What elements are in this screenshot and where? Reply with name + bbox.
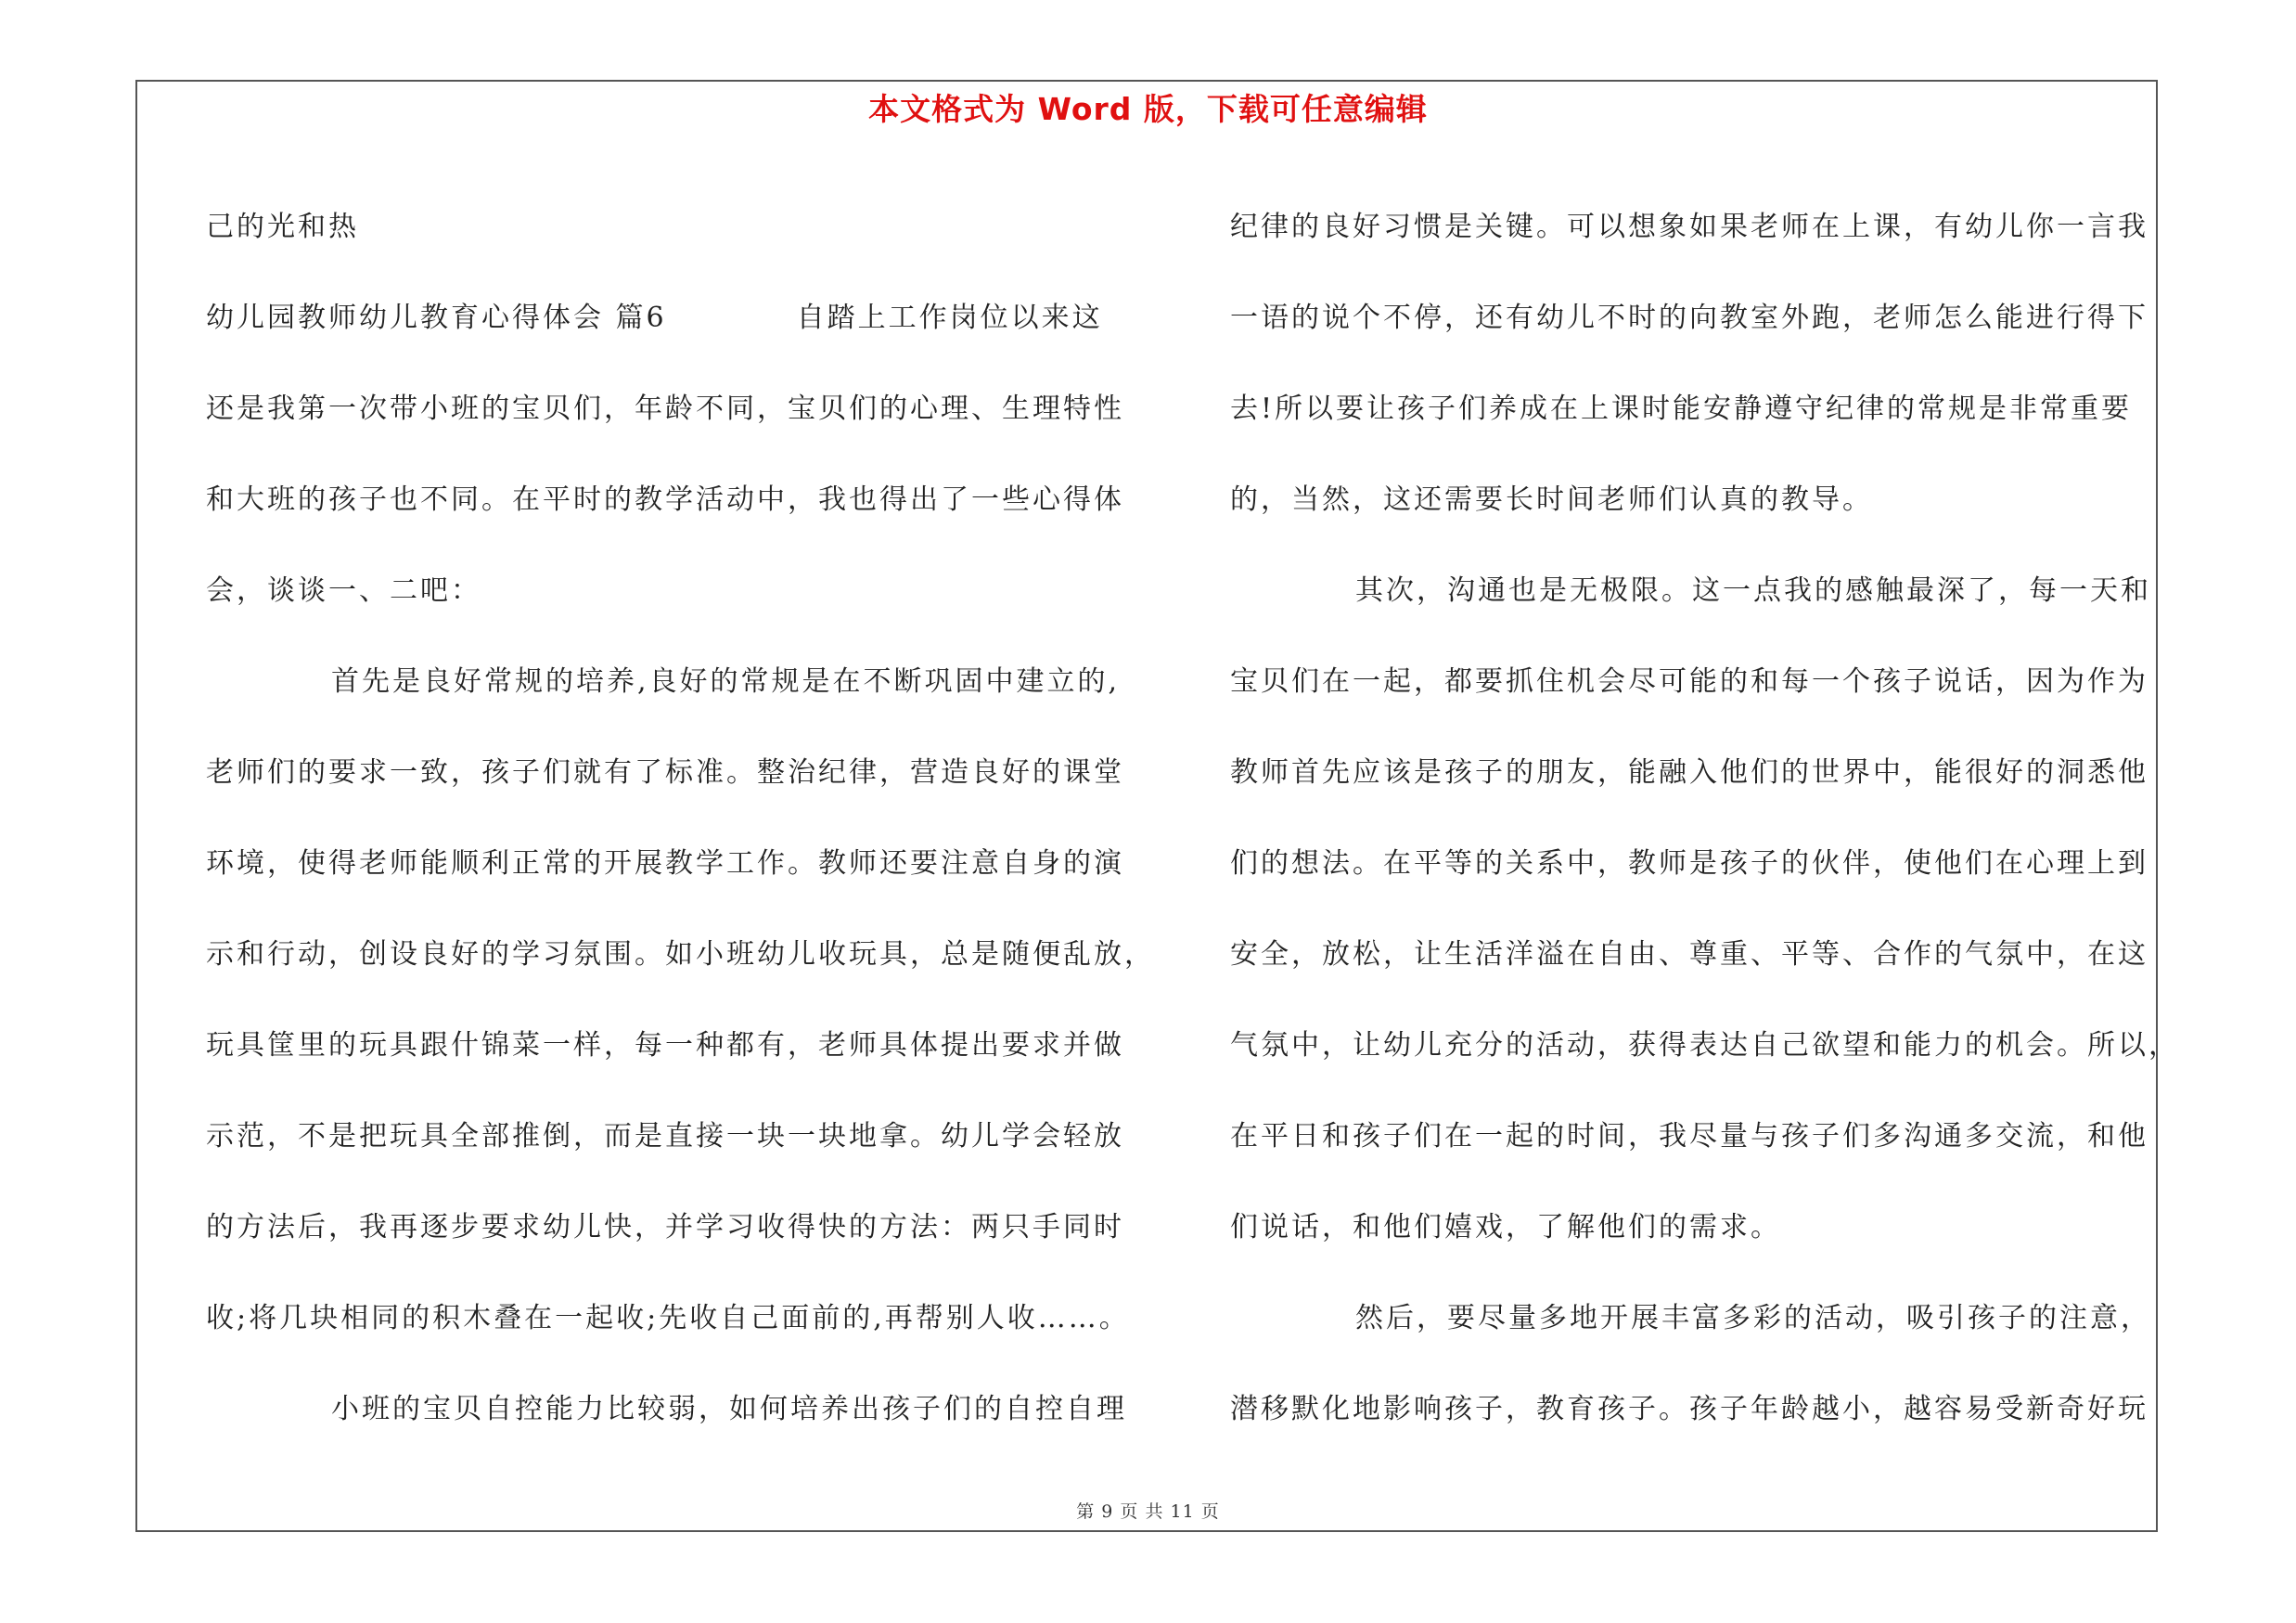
left-column bbox=[206, 182, 1155, 1455]
text-line: 首先是良好常规的培养,良好的常规是在不断巩固中建立的, bbox=[331, 665, 1121, 698]
text-line: 宝贝们在一起，都要抓住机会尽可能的和每一个孩子说话，因为作为 bbox=[1230, 665, 2148, 698]
page-number: 第 9 页 共 11 页 bbox=[1076, 1501, 1220, 1522]
right-column bbox=[1230, 182, 2179, 1455]
text-line: 气氛中，让幼儿充分的活动，获得表达自己欲望和能力的机会。所以， bbox=[1230, 1029, 2179, 1062]
text-line: 还是我第一次带小班的宝贝们，年龄不同，宝贝们的心理、生理特性 bbox=[206, 393, 1124, 425]
header-banner: 本文格式为 Word 版，下载可任意编辑 bbox=[868, 91, 1428, 127]
text-line: 示范，不是把玩具全部推倒，而是直接一块一块地拿。幼儿学会轻放 bbox=[206, 1120, 1124, 1153]
text-line: 然后，要尽量多地开展丰富多彩的活动，吸引孩子的注意， bbox=[1355, 1302, 2151, 1334]
text-line: 的方法后，我再逐步要求幼儿快，并学习收得快的方法：两只手同时 bbox=[206, 1211, 1124, 1243]
text-line: 示和行动，创设良好的学习氛围。如小班幼儿收玩具，总是随便乱放， bbox=[206, 938, 1155, 971]
text-line: 小班的宝贝自控能力比较弱，如何培养出孩子们的自控自理 bbox=[331, 1393, 1127, 1425]
text-line: 其次，沟通也是无极限。这一点我的感触最深了，每一天和 bbox=[1355, 574, 2151, 607]
text-line: 老师们的要求一致，孩子们就有了标准。整治纪律，营造良好的课堂 bbox=[206, 756, 1124, 789]
text-line: 环境，使得老师能顺利正常的开展教学工作。教师还要注意自身的演 bbox=[206, 847, 1124, 880]
text-line: 己的光和热 bbox=[206, 211, 359, 243]
text-line: 潜移默化地影响孩子，教育孩子。孩子年龄越小，越容易受新奇好玩 bbox=[1230, 1393, 2148, 1425]
text-line: 安全，放松，让生活洋溢在自由、尊重、平等、合作的气氛中，在这 bbox=[1230, 938, 2148, 971]
text-line: 玩具筐里的玩具跟什锦菜一样，每一种都有，老师具体提出要求并做 bbox=[206, 1029, 1124, 1062]
section-heading: 幼儿园教师幼儿教育心得体会 篇6 bbox=[206, 302, 667, 334]
text-line: 们的想法。在平等的关系中，教师是孩子的伙伴，使他们在心理上到 bbox=[1230, 847, 2148, 880]
section-heading-line bbox=[206, 273, 1143, 364]
text-line: 一语的说个不停，还有幼儿不时的向教室外跑，老师怎么能进行得下 bbox=[1230, 302, 2148, 334]
text-line: 和大班的孩子也不同。在平时的教学活动中，我也得出了一些心得体 bbox=[206, 483, 1124, 516]
text-fragment: 自踏上工作岗位以来这 bbox=[796, 302, 1103, 334]
text-line: 教师首先应该是孩子的朋友，能融入他们的世界中，能很好的洞悉他 bbox=[1230, 756, 2148, 789]
text-line: 的，当然，这还需要长时间老师们认真的教导。 bbox=[1230, 483, 1873, 516]
text-line: 们说话，和他们嬉戏，了解他们的需求。 bbox=[1230, 1211, 1781, 1243]
text-line: 会，谈谈一、二吧： bbox=[206, 574, 481, 607]
text-line: 收;将几块相同的积木叠在一起收;先收自己面前的,再帮别人收……。 bbox=[206, 1302, 1130, 1334]
text-line: 在平日和孩子们在一起的时间，我尽量与孩子们多沟通多交流，和他 bbox=[1230, 1120, 2148, 1153]
text-line: 去!所以要让孩子们养成在上课时能安静遵守纪律的常规是非常重要 bbox=[1230, 393, 2133, 425]
text-line: 纪律的良好习惯是关键。可以想象如果老师在上课，有幼儿你一言我 bbox=[1230, 211, 2148, 243]
